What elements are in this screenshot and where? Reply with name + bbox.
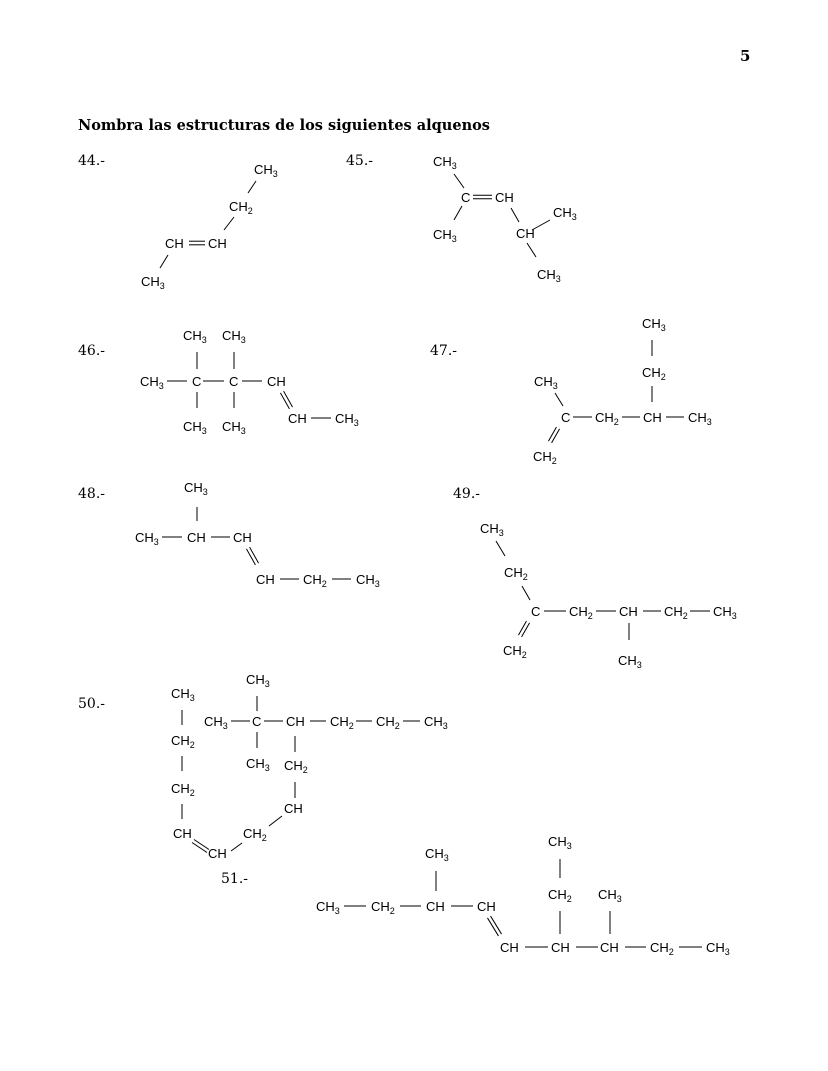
group-ch: CH bbox=[233, 530, 252, 545]
group-ch3: $CH_3$ bbox=[184, 480, 208, 497]
group-ch3: $CH_3$ bbox=[553, 205, 577, 222]
double-bond bbox=[246, 547, 258, 565]
group-ch3: $CH_3$ bbox=[548, 834, 572, 851]
single-bond bbox=[269, 816, 282, 826]
group-ch2: $CH_2$ bbox=[376, 714, 400, 731]
single-bond bbox=[231, 843, 242, 851]
group-ch2: $CH_2$ bbox=[664, 604, 688, 621]
group-ch3: $CH_3$ bbox=[598, 887, 622, 904]
group-ch2: $CH_2$ bbox=[569, 604, 593, 621]
group-ch3: $CH_3$ bbox=[246, 672, 270, 689]
exercise-44-number: 44.- bbox=[78, 153, 105, 169]
group-ch3: $CH_3$ bbox=[335, 411, 359, 428]
group-c: C bbox=[561, 410, 571, 425]
group-ch2: $CH_2$ bbox=[504, 565, 528, 582]
group-c: C bbox=[229, 374, 239, 389]
group-c: C bbox=[531, 604, 541, 619]
group-ch2: $CH_2$ bbox=[303, 572, 327, 589]
single-bond bbox=[224, 217, 234, 230]
double-bond bbox=[487, 916, 501, 936]
single-bond bbox=[160, 255, 168, 268]
group-ch2: $CH_2$ bbox=[595, 410, 619, 427]
group-ch2: $CH_2$ bbox=[229, 199, 253, 216]
group-ch3: $CH_3$ bbox=[171, 686, 195, 703]
group-ch: CH bbox=[208, 236, 227, 251]
single-bond bbox=[248, 181, 256, 193]
group-ch2: $CH_2$ bbox=[533, 449, 557, 466]
group-ch2: $CH_2$ bbox=[371, 899, 395, 916]
single-bond bbox=[555, 393, 563, 406]
group-ch3: $CH_3$ bbox=[433, 227, 457, 244]
group-ch: CH bbox=[208, 846, 227, 861]
group-ch: CH bbox=[643, 410, 662, 425]
group-ch: CH bbox=[284, 801, 303, 816]
single-bond bbox=[522, 586, 530, 600]
group-ch: CH bbox=[165, 236, 184, 251]
double-bond bbox=[548, 427, 559, 443]
group-ch2: $CH_2$ bbox=[548, 887, 572, 904]
group-c: C bbox=[252, 714, 262, 729]
group-ch3: $CH_3$ bbox=[204, 714, 228, 731]
group-c: C bbox=[192, 374, 202, 389]
page-number: 5 bbox=[740, 47, 751, 65]
single-bond bbox=[496, 541, 505, 556]
exercise-48-number: 48.- bbox=[78, 486, 105, 502]
double-bond bbox=[189, 241, 205, 245]
group-ch2: $CH_2$ bbox=[171, 733, 195, 750]
group-ch3: $CH_3$ bbox=[713, 604, 737, 621]
group-ch3: $CH_3$ bbox=[222, 419, 246, 436]
page-heading: Nombra las estructuras de los siguientes alquenos bbox=[78, 117, 490, 134]
group-ch3: $CH_3$ bbox=[480, 521, 504, 538]
exercise-50-number: 50.- bbox=[78, 696, 105, 712]
exercise-45-number: 45.- bbox=[346, 153, 373, 169]
group-ch: CH bbox=[267, 374, 286, 389]
exercise-47-number: 47.- bbox=[430, 343, 457, 359]
group-ch: CH bbox=[495, 190, 514, 205]
group-c: C bbox=[461, 190, 471, 205]
double-bond bbox=[192, 840, 209, 853]
exercise-46-number: 46.- bbox=[78, 343, 105, 359]
group-ch: CH bbox=[600, 940, 619, 955]
exercise-51-number: 51.- bbox=[221, 871, 248, 887]
group-ch3: $CH_3$ bbox=[688, 410, 712, 427]
group-ch2: $CH_2$ bbox=[171, 781, 195, 798]
group-ch3: $CH_3$ bbox=[706, 940, 730, 957]
group-ch: CH bbox=[477, 899, 496, 914]
group-ch: CH bbox=[187, 530, 206, 545]
single-bond bbox=[454, 174, 464, 188]
double-bond bbox=[280, 391, 292, 409]
group-ch3: $CH_3$ bbox=[424, 714, 448, 731]
group-ch3: $CH_3$ bbox=[642, 316, 666, 333]
group-ch: CH bbox=[288, 411, 307, 426]
group-ch: CH bbox=[619, 604, 638, 619]
group-ch3: $CH_3$ bbox=[140, 374, 164, 391]
single-bond bbox=[454, 206, 462, 220]
group-ch: CH bbox=[426, 899, 445, 914]
group-ch3: $CH_3$ bbox=[222, 328, 246, 345]
double-bond bbox=[518, 621, 529, 637]
group-ch2: $CH_2$ bbox=[650, 940, 674, 957]
group-ch: CH bbox=[286, 714, 305, 729]
group-ch3: $CH_3$ bbox=[534, 374, 558, 391]
group-ch: CH bbox=[173, 826, 192, 841]
group-ch3: $CH_3$ bbox=[356, 572, 380, 589]
group-ch3: $CH_3$ bbox=[254, 162, 278, 179]
double-bond bbox=[473, 195, 492, 199]
group-ch2: $CH_2$ bbox=[503, 643, 527, 660]
group-ch2: $CH_2$ bbox=[284, 758, 308, 775]
group-ch3: $CH_3$ bbox=[618, 653, 642, 670]
group-ch: CH bbox=[516, 226, 535, 241]
group-ch: CH bbox=[256, 572, 275, 587]
group-ch: CH bbox=[500, 940, 519, 955]
exercise-49-number: 49.- bbox=[453, 486, 480, 502]
single-bond bbox=[511, 208, 519, 222]
group-ch3: $CH_3$ bbox=[316, 899, 340, 916]
group-ch2: $CH_2$ bbox=[243, 826, 267, 843]
group-ch3: $CH_3$ bbox=[425, 846, 449, 863]
group-ch2: $CH_2$ bbox=[330, 714, 354, 731]
group-ch3: $CH_3$ bbox=[183, 419, 207, 436]
group-ch3: $CH_3$ bbox=[183, 328, 207, 345]
group-ch2: $CH_2$ bbox=[642, 365, 666, 382]
group-ch3: $CH_3$ bbox=[141, 274, 165, 291]
group-ch3: $CH_3$ bbox=[135, 530, 159, 547]
group-ch3: $CH_3$ bbox=[433, 154, 457, 171]
single-bond bbox=[532, 220, 550, 230]
group-ch3: $CH_3$ bbox=[246, 756, 270, 773]
group-ch3: $CH_3$ bbox=[537, 267, 561, 284]
single-bond bbox=[527, 243, 536, 257]
group-ch: CH bbox=[551, 940, 570, 955]
